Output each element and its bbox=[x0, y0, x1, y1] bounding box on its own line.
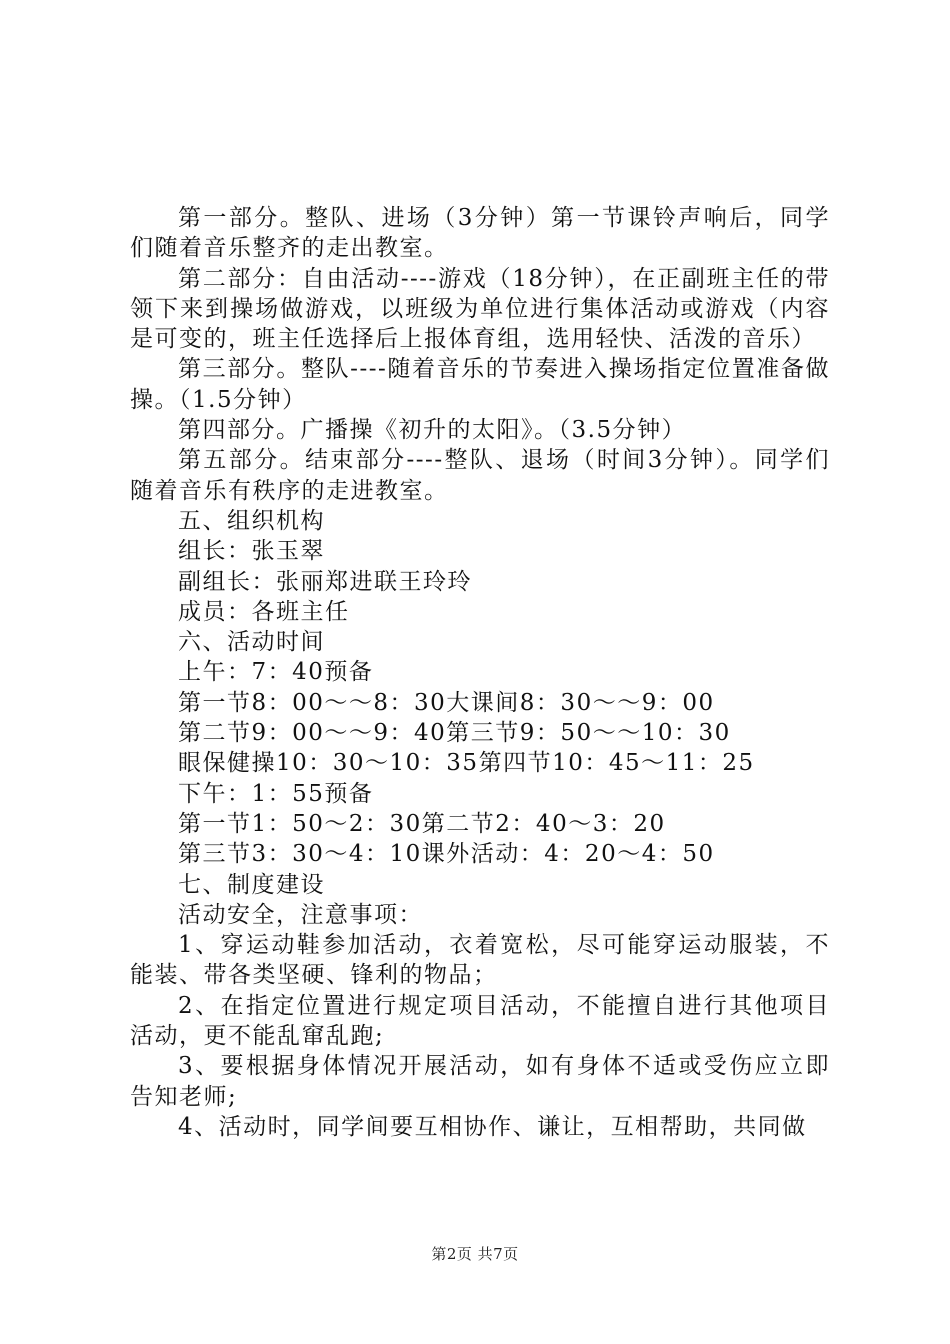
paragraph-part-4: 第四部分。广播操《初升的太阳》。（3.5分钟） bbox=[178, 417, 687, 444]
safety-item-1: 1、穿运动鞋参加活动，衣着宽松，尽可能穿运动服装，不能装、带各类坚硬、锋利的物品； bbox=[130, 932, 830, 989]
safety-item-3: 3、要根据身体情况开展活动，如有身体不适或受伤应立即告知老师; bbox=[130, 1053, 830, 1110]
section-heading-schedule: 六、活动时间 bbox=[178, 629, 325, 656]
page-footer: 第2页 共7页 bbox=[431, 1245, 519, 1263]
line-group-leader: 组长：张玉翠 bbox=[178, 538, 325, 565]
safety-intro: 活动安全，注意事项： bbox=[178, 901, 423, 928]
paragraph-part-2: 第二部分：自由活动----游戏（18分钟），在正副班主任的带领下来到操场做游戏，以班级为单位进行集体活动或游戏（内容是可变的，班主任选择后上报体育组，选用轻快、活泼的音乐） bbox=[130, 265, 830, 353]
paragraph-part-5: 第五部分。结束部分----整队、退场（时间3分钟）。同学们随着音乐有秩序的走进教室。 bbox=[130, 447, 830, 504]
schedule-line: 第一节1：50～2：30第二节2：40～3：20 bbox=[178, 810, 666, 837]
schedule-line: 第三节3：30～4：10课外活动：4：20～4：50 bbox=[178, 841, 715, 868]
paragraph-part-1: 第一部分。整队、进场（3分钟）第一节课铃声响后，同学们随着音乐整齐的走出教室。 bbox=[130, 205, 830, 262]
schedule-line: 第一节8：00～～8：30大课间8：30～～9：00 bbox=[178, 689, 715, 716]
line-deputy-leader: 副组长：张丽郑进联王玲玲 bbox=[178, 568, 472, 595]
section-heading-rules: 七、制度建设 bbox=[178, 871, 325, 898]
safety-item-2: 2、在指定位置进行规定项目活动，不能擅自进行其他项目活动，更不能乱窜乱跑; bbox=[130, 992, 830, 1050]
document-body bbox=[130, 203, 830, 1142]
schedule-line: 下午：1：55预备 bbox=[178, 780, 374, 807]
schedule-line: 第二节9：00～～9：40第三节9：50～～10：30 bbox=[178, 720, 731, 747]
line-members: 成员：各班主任 bbox=[178, 598, 350, 625]
schedule-line: 上午：7：40预备 bbox=[178, 659, 374, 686]
safety-item-4: 4、活动时，同学间要互相协作、谦让，互相帮助，共同做 bbox=[178, 1113, 807, 1140]
paragraph-part-3: 第三部分。整队----随着音乐的节奏进入操场指定位置准备做操。（1.5分钟） bbox=[130, 356, 830, 413]
schedule-line: 眼保健操10：30～10：35第四节10：45～11：25 bbox=[178, 750, 755, 777]
section-heading-organization: 五、组织机构 bbox=[178, 507, 325, 534]
